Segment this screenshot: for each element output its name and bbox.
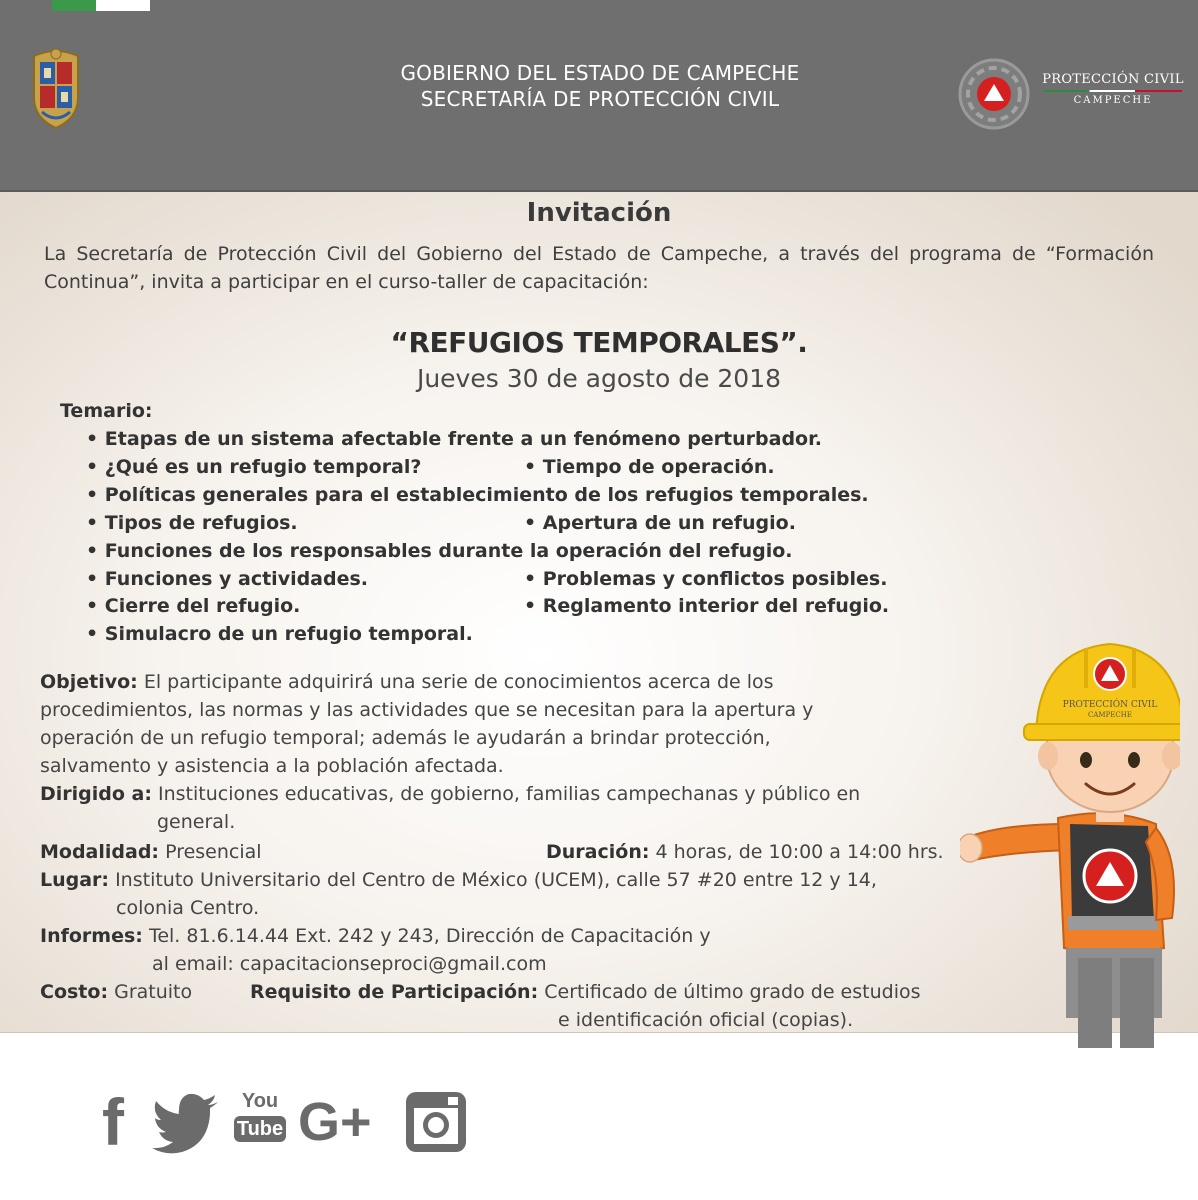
lugar-label: Lugar:: [40, 869, 110, 891]
government-line-1: GOBIERNO DEL ESTADO DE CAMPECHE: [400, 61, 800, 85]
informes-label: Informes:: [40, 925, 143, 947]
topic-item: • Funciones y actividades.: [86, 568, 369, 590]
informes-line-1: Informes: Tel. 81.6.14.44 Ext. 242 y 243, Dirección de Capacitación y: [40, 925, 711, 947]
lugar-line-2: colonia Centro.: [116, 897, 260, 919]
topic-item: • Tipos de refugios.: [86, 512, 298, 534]
government-line-2: SECRETARÍA DE PROTECCIÓN CIVIL: [420, 87, 780, 111]
brand-line-1: PROTECCIÓN CIVIL: [1042, 72, 1184, 87]
dirigido-label: Dirigido a:: [40, 783, 152, 805]
topic-item: • Políticas generales para el establecimiento de los refugios temporales.: [86, 484, 869, 506]
instagram-icon[interactable]: [404, 1090, 468, 1154]
topic-item: • Cierre del refugio.: [86, 595, 301, 617]
facebook-icon[interactable]: f: [102, 1085, 124, 1159]
government-title: [360, 60, 840, 112]
objetivo-line-4: salvamento y asistencia a la población afectada.: [40, 755, 504, 777]
requisito-line-2: e identificación oficial (copias).: [558, 1009, 854, 1031]
modalidad: Modalidad: Presencial: [40, 841, 262, 863]
duracion-label: Duración:: [546, 841, 650, 863]
objetivo-line-2: procedimientos, las normas y las actividades que se necesitan para la apertura y: [40, 699, 814, 721]
brand-line-2: CAMPECHE: [1073, 95, 1153, 106]
duracion: Duración: 4 horas, de 10:00 a 14:00 hrs.: [546, 841, 944, 863]
temario-heading: Temario:: [60, 400, 153, 422]
requisito-label: Requisito de Participación:: [250, 981, 539, 1003]
requisito-line-1: Requisito de Participación: Certificado de último grado de estudios: [250, 981, 921, 1003]
civil-protection-worker-illustration: [960, 628, 1180, 1048]
civil-protection-wordmark: [1040, 72, 1186, 106]
svg-text:PROTECCIÓN CIVIL: PROTECCIÓN CIVIL: [1062, 700, 1158, 710]
topic-item: • Tiempo de operación.: [524, 456, 775, 478]
google-plus-icon[interactable]: G+: [298, 1092, 372, 1152]
topic-item: • Simulacro de un refugio temporal.: [86, 623, 473, 645]
header-banner: [0, 0, 1198, 192]
invitation-title: Invitación: [526, 198, 672, 228]
objetivo-line-3: operación de un refugio temporal; además le ayudarán a brindar protección,: [40, 727, 771, 749]
objetivo-line-1: Objetivo: El participante adquirirá una serie de conocimientos acerca de los: [40, 671, 774, 693]
twitter-icon[interactable]: [152, 1090, 222, 1154]
state-coat-of-arms-icon: [28, 46, 84, 130]
modalidad-label: Modalidad:: [40, 841, 160, 863]
dirigido-line-2: general.: [157, 811, 236, 833]
topic-item: • Reglamento interior del refugio.: [524, 595, 890, 617]
flag-stripe: [52, 0, 150, 11]
objetivo-label: Objetivo:: [40, 671, 138, 693]
invitation-intro: La Secretaría de Protección Civil del Gobierno del Estado de Campeche, a través del programa de “Formación Continua”, invita a participar en el curso-taller de capacitación:: [44, 243, 1154, 293]
course-title: “REFUGIOS TEMPORALES”.: [390, 326, 808, 359]
costo: Costo: Gratuito: [40, 981, 193, 1003]
youtube-icon[interactable]: You Tube: [234, 1090, 286, 1154]
topic-item: • ¿Qué es un refugio temporal?: [86, 456, 422, 478]
dirigido-line-1: Dirigido a: Instituciones educativas, de gobierno, familias campechanas y público en: [40, 783, 861, 805]
costo-label: Costo:: [40, 981, 109, 1003]
topic-item: • Funciones de los responsables durante la operación del refugio.: [86, 540, 793, 562]
svg-text:CAMPECHE: CAMPECHE: [1088, 711, 1132, 719]
lugar-line-1: Lugar: Instituto Universitario del Centro de México (UCEM), calle 57 #20 entre 12 y 14,: [40, 869, 877, 891]
civil-protection-logo-icon: [958, 58, 1030, 130]
topic-item: • Etapas de un sistema afectable frente a un fenómeno perturbador.: [86, 428, 822, 450]
informes-line-2: al email: capacitacionseproci@gmail.com: [152, 953, 547, 975]
topic-item: • Problemas y conflictos posibles.: [524, 568, 888, 590]
social-media-bar: [100, 1085, 480, 1160]
topic-item: • Apertura de un refugio.: [524, 512, 796, 534]
course-date: Jueves 30 de agosto de 2018: [416, 364, 782, 393]
